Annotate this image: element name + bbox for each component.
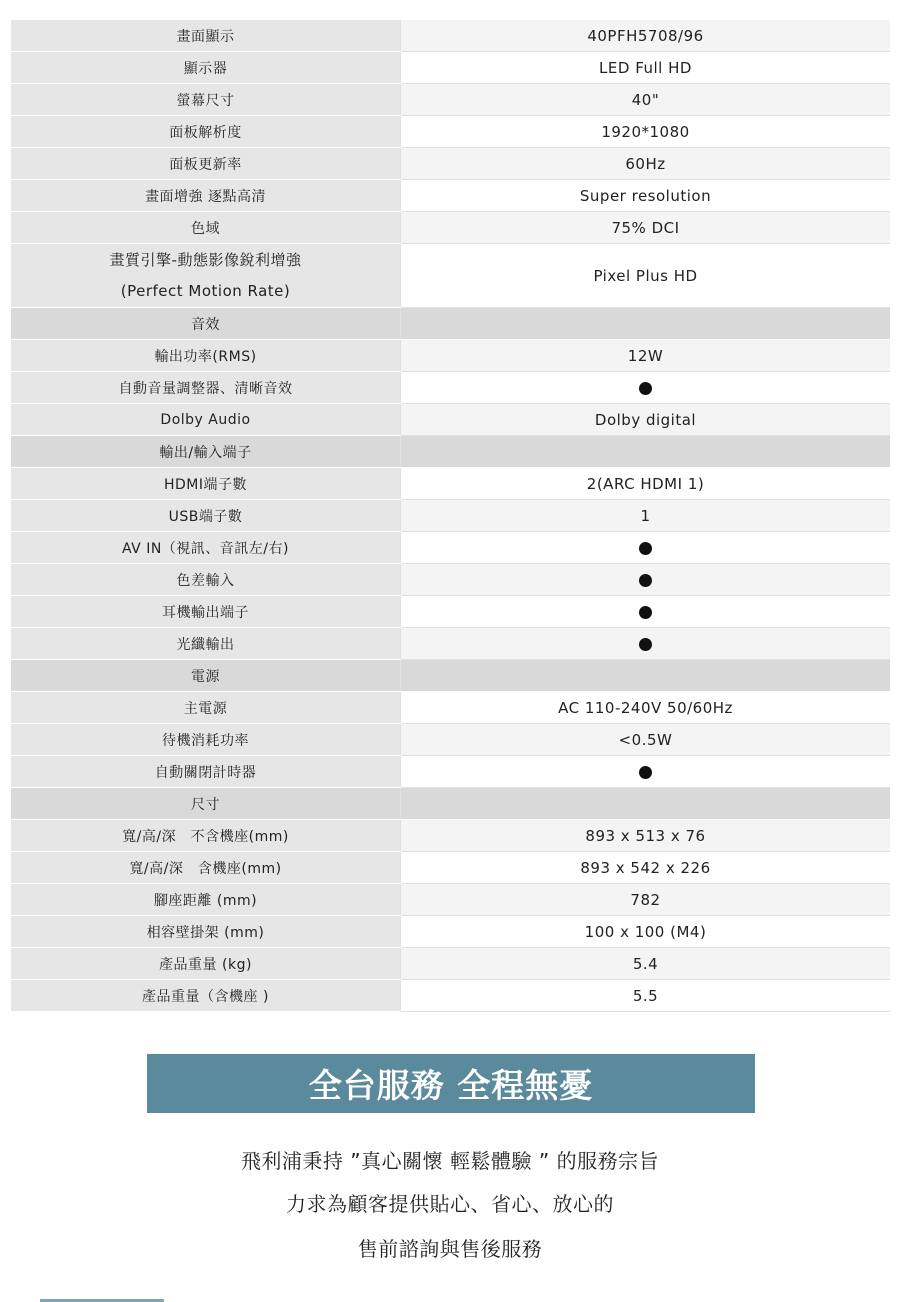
spec-value-text: 40PFH5708/96: [587, 26, 704, 45]
spec-label: [11, 212, 401, 244]
spec-value-text: Pixel Plus HD: [593, 266, 698, 285]
supported-dot-icon: [639, 382, 652, 395]
spec-value-text: 100 x 100 (M4): [584, 922, 707, 941]
spec-label: [11, 756, 401, 788]
spec-value: [401, 756, 891, 788]
spec-value: [401, 52, 891, 84]
service-intro-line-3: 售前諮詢與售後服務: [357, 1237, 543, 1261]
spec-row: [11, 532, 890, 564]
spec-row: [11, 884, 890, 916]
spec-section-row: [11, 660, 890, 692]
spec-row: [11, 820, 890, 852]
spec-value-text: 60Hz: [625, 154, 666, 173]
spec-value: [401, 404, 891, 436]
spec-label: [11, 628, 401, 660]
spec-label: [11, 660, 401, 692]
spec-label: [11, 244, 401, 308]
spec-section-row: [11, 436, 890, 468]
spec-row: [11, 20, 890, 52]
spec-label: [11, 852, 401, 884]
spec-label-text: 畫面增強 逐點高清: [145, 188, 266, 205]
spec-row: [11, 564, 890, 596]
spec-row: [11, 692, 890, 724]
spec-row: [11, 980, 890, 1012]
spec-label-text: 相容壁掛架 (mm): [146, 924, 265, 941]
spec-row: [11, 244, 890, 308]
spec-value: [401, 372, 891, 404]
spec-value: [401, 244, 891, 308]
spec-label: [11, 116, 401, 148]
spec-label-text: 光纖輸出: [176, 636, 235, 653]
spec-table: [11, 20, 890, 1012]
spec-label-text: 產品重量（含機座 ): [142, 988, 269, 1005]
spec-label: [11, 308, 401, 340]
spec-row: [11, 404, 890, 436]
spec-value: [401, 180, 891, 212]
spec-value: [401, 852, 891, 884]
spec-label: [11, 52, 401, 84]
spec-label: [11, 500, 401, 532]
spec-row: [11, 500, 890, 532]
spec-value: [401, 116, 891, 148]
spec-label-text: 腳座距離 (mm): [153, 892, 258, 909]
spec-label-text: 色差輸入: [176, 572, 235, 589]
spec-label: [11, 20, 401, 52]
spec-value: [401, 660, 891, 692]
spec-label: [11, 724, 401, 756]
spec-label-text: 尺寸: [191, 796, 220, 813]
spec-value-text: 75% DCI: [611, 218, 680, 237]
spec-value-text: 1920*1080: [601, 122, 690, 141]
spec-value: [401, 628, 891, 660]
service-intro-line-2: 力求為顧客提供貼心、省心、放心的: [286, 1192, 614, 1216]
spec-row: [11, 468, 890, 500]
spec-label: [11, 148, 401, 180]
spec-label-text: 寬/高/深 含機座(mm): [129, 860, 282, 877]
supported-dot-icon: [639, 574, 652, 587]
spec-value-text: 782: [630, 890, 661, 909]
spec-label: [11, 884, 401, 916]
spec-label: [11, 948, 401, 980]
spec-row: [11, 116, 890, 148]
spec-value: [401, 212, 891, 244]
spec-value: [401, 916, 891, 948]
spec-row: [11, 340, 890, 372]
spec-label-text: 電源: [191, 668, 220, 685]
spec-label-text: 耳機輸出端子: [162, 604, 249, 621]
spec-row: [11, 852, 890, 884]
spec-value: [401, 308, 891, 340]
spec-value-text: 5.5: [632, 986, 659, 1005]
spec-label-text: 面板解析度: [169, 124, 242, 141]
spec-label-subtext: (Perfect Motion Rate): [120, 281, 291, 300]
spec-label-text: 音效: [191, 316, 220, 333]
spec-value-text: 40": [631, 90, 660, 109]
spec-label-text: AV IN（視訊、音訊左/右): [122, 540, 289, 557]
spec-row: [11, 52, 890, 84]
spec-value: [401, 980, 891, 1012]
spec-label-text: 畫面顯示: [176, 28, 235, 45]
spec-label: [11, 532, 401, 564]
spec-value-text: 893 x 513 x 76: [585, 826, 706, 845]
spec-label-text: 自動關閉計時器: [154, 764, 257, 781]
spec-row: [11, 756, 890, 788]
spec-value-text: 5.4: [632, 954, 659, 973]
spec-section-row: [11, 308, 890, 340]
spec-row: [11, 84, 890, 116]
spec-value: [401, 500, 891, 532]
service-banner: [147, 1054, 755, 1113]
supported-dot-icon: [639, 766, 652, 779]
supported-dot-icon: [639, 606, 652, 619]
spec-label-text: 產品重量 (kg): [159, 956, 252, 973]
spec-label-text: 輸出/輸入端子: [159, 444, 252, 461]
spec-row: [11, 212, 890, 244]
spec-value: [401, 468, 891, 500]
banner-title: 全台服務 全程無憂: [308, 1066, 594, 1105]
spec-row: [11, 628, 890, 660]
spec-value-text: LED Full HD: [599, 58, 692, 77]
spec-label-text: 待機消耗功率: [162, 732, 249, 749]
spec-value: [401, 948, 891, 980]
spec-label-text: 面板更新率: [169, 156, 242, 173]
spec-value-text: Dolby digital: [594, 410, 697, 429]
spec-label: [11, 404, 401, 436]
spec-value: [401, 884, 891, 916]
spec-value: [401, 692, 891, 724]
spec-label-text: 自動音量調整器、清晰音效: [118, 380, 293, 397]
spec-value-text: <0.5W: [618, 730, 673, 749]
spec-value-text: 2(ARC HDMI 1): [586, 474, 705, 493]
spec-value: [401, 596, 891, 628]
spec-label-text: 主電源: [183, 700, 228, 717]
spec-label-text: 輸出功率(RMS): [154, 348, 257, 365]
spec-label: [11, 468, 401, 500]
spec-label-text: 畫質引擎-動態影像銳利增強: [109, 250, 302, 269]
spec-label: [11, 436, 401, 468]
spec-value: [401, 820, 891, 852]
spec-value-text: 893 x 542 x 226: [580, 858, 711, 877]
spec-label-text: 螢幕尺寸: [176, 92, 235, 109]
supported-dot-icon: [639, 638, 652, 651]
spec-row: [11, 596, 890, 628]
spec-row: [11, 372, 890, 404]
spec-value: [401, 84, 891, 116]
spec-label: [11, 692, 401, 724]
spec-row: [11, 948, 890, 980]
spec-value: [401, 564, 891, 596]
spec-label: [11, 340, 401, 372]
spec-label-text: 色域: [191, 220, 220, 237]
spec-value: [401, 436, 891, 468]
spec-row: [11, 916, 890, 948]
spec-section-row: [11, 788, 890, 820]
spec-label-text: 顯示器: [183, 60, 228, 77]
spec-row: [11, 148, 890, 180]
spec-value: [401, 532, 891, 564]
spec-value-text: 12W: [627, 346, 664, 365]
supported-dot-icon: [639, 542, 652, 555]
spec-value-text: Super resolution: [579, 186, 712, 205]
spec-label: [11, 564, 401, 596]
spec-label: [11, 820, 401, 852]
spec-value: [401, 148, 891, 180]
spec-label: [11, 372, 401, 404]
spec-label: [11, 596, 401, 628]
service-intro-line-1: 飛利浦秉持 ”真心關懷 輕鬆體驗 ” 的服務宗旨: [240, 1149, 660, 1173]
spec-label: [11, 84, 401, 116]
spec-label: [11, 980, 401, 1012]
spec-table-body: [11, 20, 890, 1012]
spec-row: [11, 724, 890, 756]
spec-label-text: 寬/高/深 不含機座(mm): [122, 828, 289, 845]
spec-label: [11, 788, 401, 820]
spec-value-text: 1: [640, 506, 651, 525]
spec-value: [401, 788, 891, 820]
spec-label: [11, 180, 401, 212]
spec-label-text: Dolby Audio: [160, 411, 251, 428]
spec-value: [401, 340, 891, 372]
spec-value: [401, 724, 891, 756]
spec-label-text: HDMI端子數: [163, 476, 247, 493]
spec-row: [11, 180, 890, 212]
spec-value: [401, 20, 891, 52]
spec-value-text: AC 110-240V 50/60Hz: [558, 698, 733, 717]
spec-label-text: USB端子數: [168, 508, 243, 525]
spec-label: [11, 916, 401, 948]
